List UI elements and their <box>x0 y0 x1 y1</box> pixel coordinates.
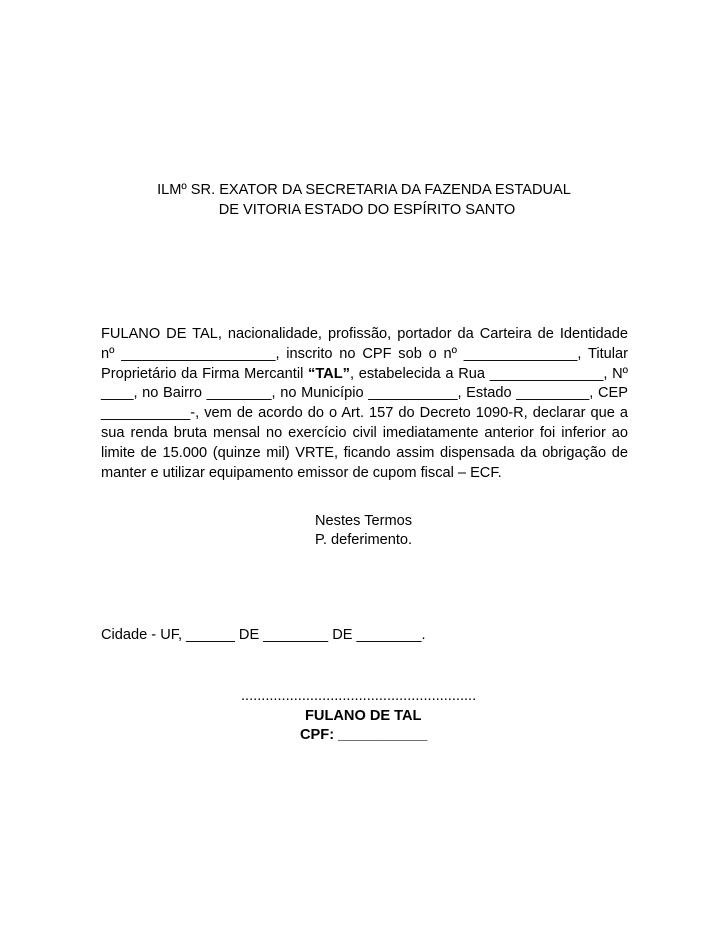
firm-name: “TAL” <box>308 365 350 382</box>
closing-line-1: Nestes Termos <box>315 513 413 529</box>
heading-line-1: ILMº SR. EXATOR DA SECRETARIA DA FAZENDA ESTADUAL <box>157 182 571 198</box>
signature-line: .......................................................... <box>241 688 477 704</box>
declaration-paragraph <box>101 325 628 483</box>
place-date-line: Cidade - UF, ______ DE ________ DE ________. <box>101 627 426 643</box>
declaration-text-part-2: , estabelecida a Rua ______________, Nº ____, no Bairro ________, no Município ___________, Estado _________, CEP ___________-, vem de acordo do o Art. 157 do Decreto 1090-R, declarar que a sua renda bruta mensal no exercício civil imediatamente anterior foi inferior ao limite de 15.000 (quinze mil) VRTE, ficando assim dispensada da obrigação de manter e utilizar equipamento emissor de cupom fiscal – ECF. <box>101 365 628 481</box>
closing-block <box>315 512 412 550</box>
signer-name: FULANO DE TAL <box>305 708 422 724</box>
signer-cpf: CPF: ___________ <box>300 727 428 743</box>
declaration-text-part-1: FULANO DE TAL, nacionalidade, profissão, portador da Carteira de Identidade nº ___________________, inscrito no CPF sob o nº ______________, Titular Proprietário da Firma Mercantil <box>101 326 628 382</box>
heading-line-2: DE VITORIA ESTADO DO ESPÍRITO SANTO <box>218 202 516 218</box>
closing-line-2: P. deferimento. <box>315 532 413 548</box>
document-heading <box>0 180 728 220</box>
